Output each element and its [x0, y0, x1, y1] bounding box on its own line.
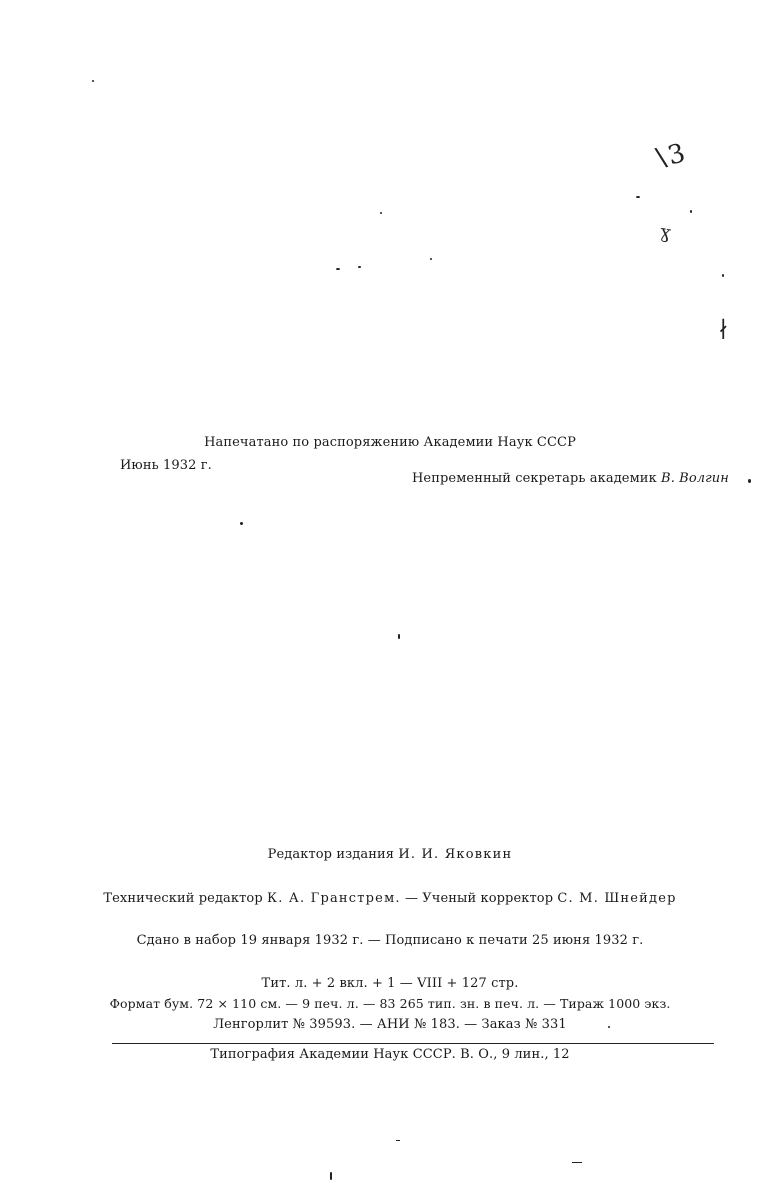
editor-name: И. И. Яковкин [398, 847, 513, 862]
handwritten-mark: ∤ [718, 318, 729, 343]
handwritten-mark: ɣ [658, 221, 673, 244]
scan-speck [240, 522, 243, 525]
proofreader-name: С. М. Шнейдер [557, 891, 677, 906]
separator-rule [112, 1043, 714, 1044]
scan-speck [572, 1162, 582, 1163]
tech-editor-title: Технический редактор [103, 891, 263, 906]
secretary-signature [412, 471, 729, 487]
submission-dates-line: Сдано в набор 19 января 1932 г. — Подписано к печати 25 июня 1932 г. [136, 933, 644, 948]
tech-editor-name: К. А. Гранстрем. [267, 891, 401, 906]
print-authorization-line: Напечатано по распоряжению Академии Наук СССР [204, 435, 576, 450]
scan-speck [396, 1140, 400, 1141]
scan-speck [92, 80, 94, 82]
editor-line [0, 847, 780, 863]
scan-speck [330, 1172, 332, 1180]
sheets-line: Тит. л. + 2 вкл. + 1 — VIII + 127 стр. [261, 976, 519, 991]
handwritten-mark: ∖3 [648, 138, 689, 176]
scan-speck [358, 266, 361, 268]
secretary-name: В. Волгин [661, 471, 729, 486]
scan-speck [690, 210, 692, 213]
printing-house-line: Типография Академии Наук СССР. В. О., 9 лин., 12 [210, 1047, 570, 1062]
secretary-title: Непременный секретарь академик [412, 471, 657, 486]
scan-speck [380, 212, 382, 214]
technical-editor-line [0, 891, 780, 907]
scan-speck [398, 634, 400, 639]
lengorlit-line: Ленгорлит № 39593. — АНИ № 183. — Заказ № 331 [213, 1017, 567, 1032]
scan-speck [722, 274, 724, 277]
scan-speck [336, 268, 340, 270]
scan-speck [748, 479, 751, 483]
scan-speck [430, 258, 432, 260]
editor-title: Редактор издания [267, 847, 395, 862]
proofreader-title: — Ученый корректор [404, 891, 554, 906]
print-date: Июнь 1932 г. [120, 458, 212, 473]
scan-speck [636, 196, 640, 198]
paper-format-line: Формат бум. 72 × 110 см. — 9 печ. л. — 83 265 тип. зн. в печ. л. — Тираж 1000 экз. [109, 996, 671, 1011]
